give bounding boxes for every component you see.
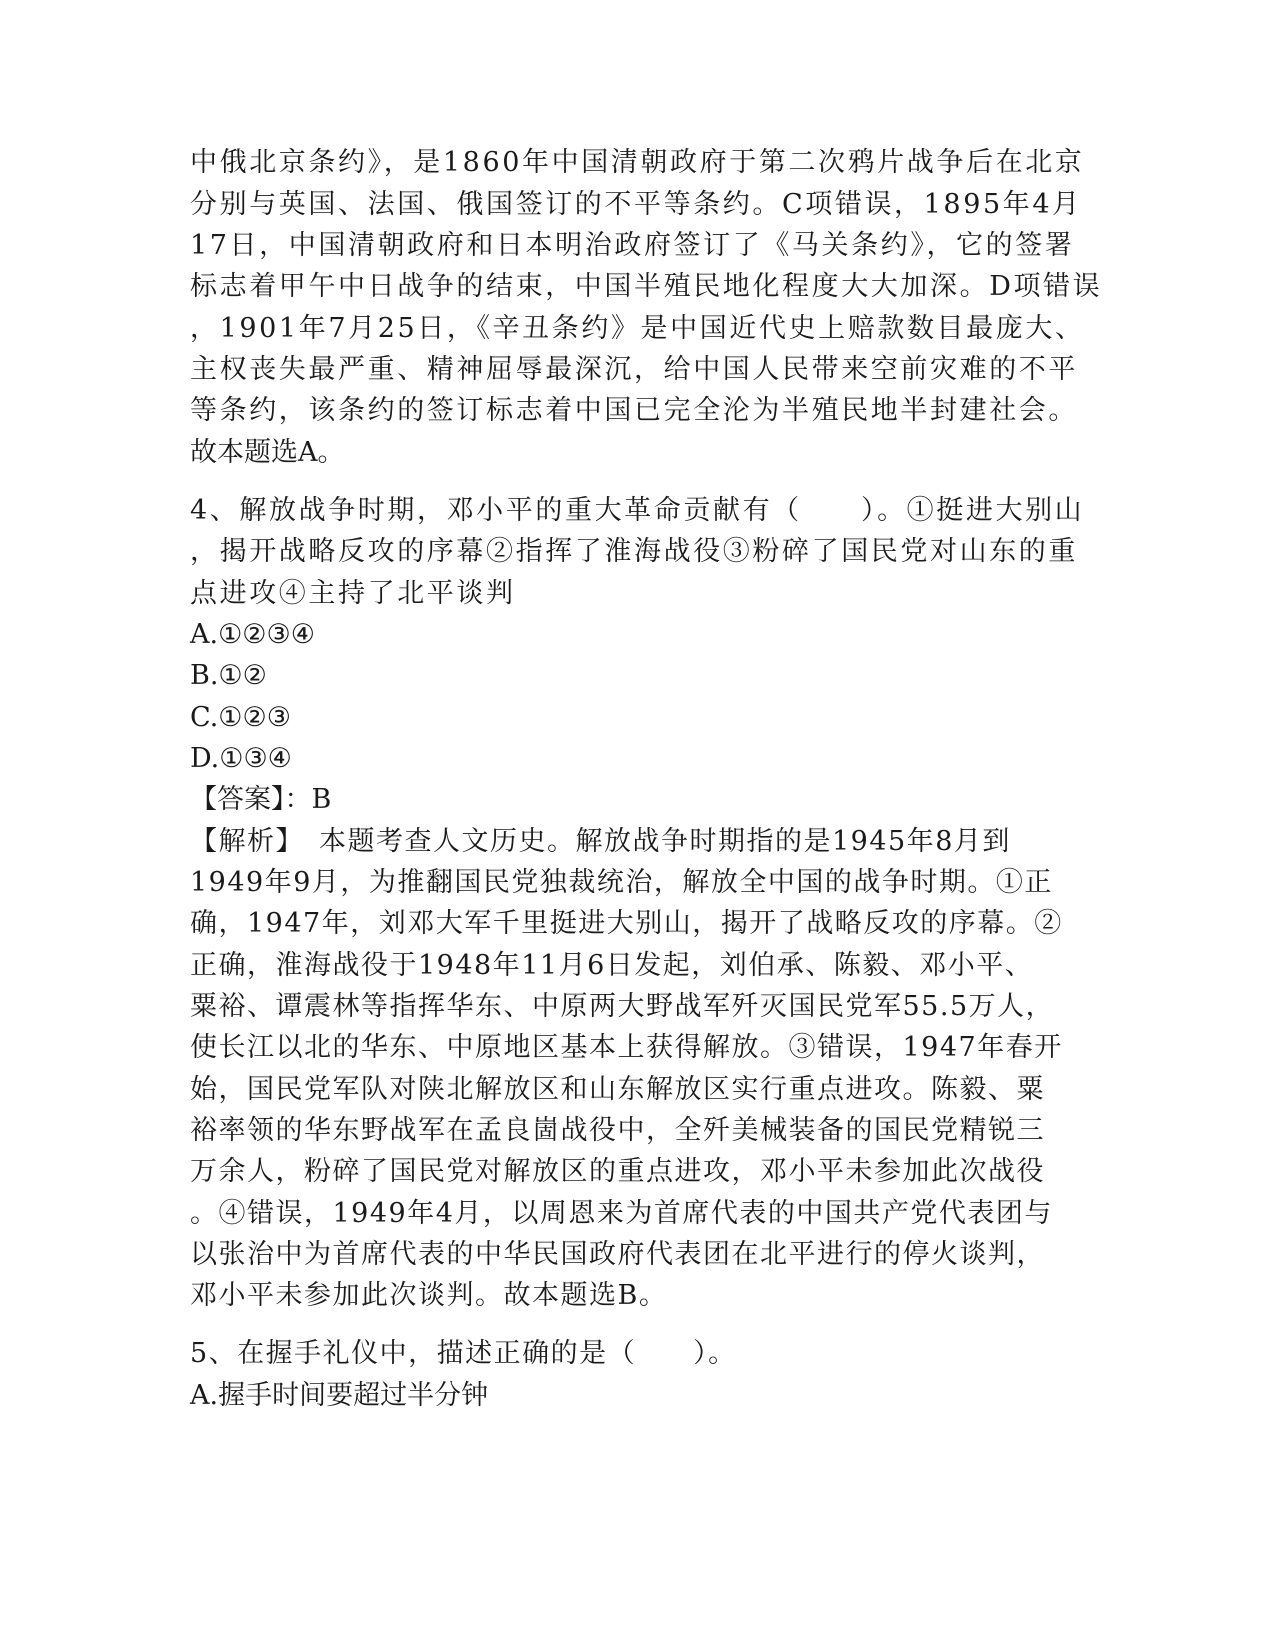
q4-stem-line: 4、解放战争时期，邓小平的重大革命贡献有（ ）。①挺进大别山 bbox=[190, 495, 1085, 526]
q3-explanation-line: 中俄北京条约》，是1860年中国清朝政府于第二次鸦片战争后在北京 bbox=[190, 147, 1085, 178]
q3-explanation-line: 分别与英国、法国、俄国签订的不平等条约。C项错误，1895年4月 bbox=[190, 189, 1082, 220]
q4-explanation-line: 裕率领的华东野战军在孟良崮战役中，全歼美械装备的国民党精锐三 bbox=[190, 1115, 1045, 1146]
q4-explanation-line: 粟裕、谭震林等指挥华东、中原两大野战军歼灭国民党军55.5万人， bbox=[190, 991, 1055, 1022]
q4-explanation-line: 。④错误，1949年4月，以周恩来为首席代表的中国共产党代表团与 bbox=[190, 1198, 1053, 1229]
q4-explanation-line: 万余人，粉碎了国民党对解放区的重点进攻，邓小平未参加此次战役 bbox=[190, 1156, 1045, 1187]
q3-explanation-line: 故本题选A。 bbox=[190, 437, 345, 468]
q4-explanation-line: 始，国民党军队对陕北解放区和山东解放区实行重点进攻。陈毅、粟 bbox=[190, 1074, 1045, 1105]
q3-explanation-line: 标志着甲午中日战争的结束，中国半殖民地化程度大大加深。D项错误 bbox=[190, 271, 1103, 302]
q3-explanation-line: 17日，中国清朝政府和日本明治政府签订了《马关条约》，它的签署 bbox=[190, 230, 1075, 261]
q4-explanation-line: 【解析】 本题考查人文历史。解放战争时期指的是1945年8月到 bbox=[190, 826, 1011, 857]
q3-explanation-line: 等条约，该条约的签订标志着中国已完全沦为半殖民地半封建社会。 bbox=[190, 395, 1078, 426]
q4-explanation-line: 使长江以北的华东、中原地区基本上获得解放。③错误，1947年春开 bbox=[190, 1032, 1063, 1063]
q4-option-d: D.①③④ bbox=[190, 743, 292, 774]
q3-explanation-line: 主权丧失最严重、精神屈辱最深沉，给中国人民带来空前灾难的不平 bbox=[190, 354, 1078, 385]
q3-explanation-line: ，1901年7月25日，《辛丑条约》是中国近代史上赔款数目最庞大、 bbox=[190, 313, 1085, 344]
q4-stem-line: ，揭开战略反攻的序幕②指挥了淮海战役③粉碎了国民党对山东的重 bbox=[190, 536, 1078, 567]
q4-stem-line: 点进攻④主持了北平谈判 bbox=[190, 578, 516, 609]
q4-option-c: C.①②③ bbox=[190, 702, 291, 733]
q4-option-b: B.①② bbox=[190, 660, 267, 691]
q4-explanation-line: 邓小平未参加此次谈判。故本题选B。 bbox=[190, 1280, 668, 1311]
q5-stem-line: 5、在握手礼仪中，描述正确的是（ ）。 bbox=[190, 1338, 737, 1369]
q4-answer: 【答案】：B bbox=[190, 784, 332, 815]
q5-option-a: A.握手时间要超过半分钟 bbox=[190, 1380, 489, 1411]
q4-explanation-line: 正确，淮海战役于1948年11月6日发起，刘伯承、陈毅、邓小平、 bbox=[190, 950, 1034, 981]
q4-explanation-line: 确，1947年，刘邓大军千里挺进大别山，揭开了战略反攻的序幕。② bbox=[190, 908, 1063, 939]
q4-option-a: A.①②③④ bbox=[190, 619, 315, 650]
q4-explanation-line: 以张治中为首席代表的中华民国政府代表团在北平进行的停火谈判， bbox=[190, 1239, 1045, 1270]
q4-explanation-line: 1949年9月，为推翻国民党独裁统治，解放全中国的战争时期。①正 bbox=[190, 867, 1053, 898]
